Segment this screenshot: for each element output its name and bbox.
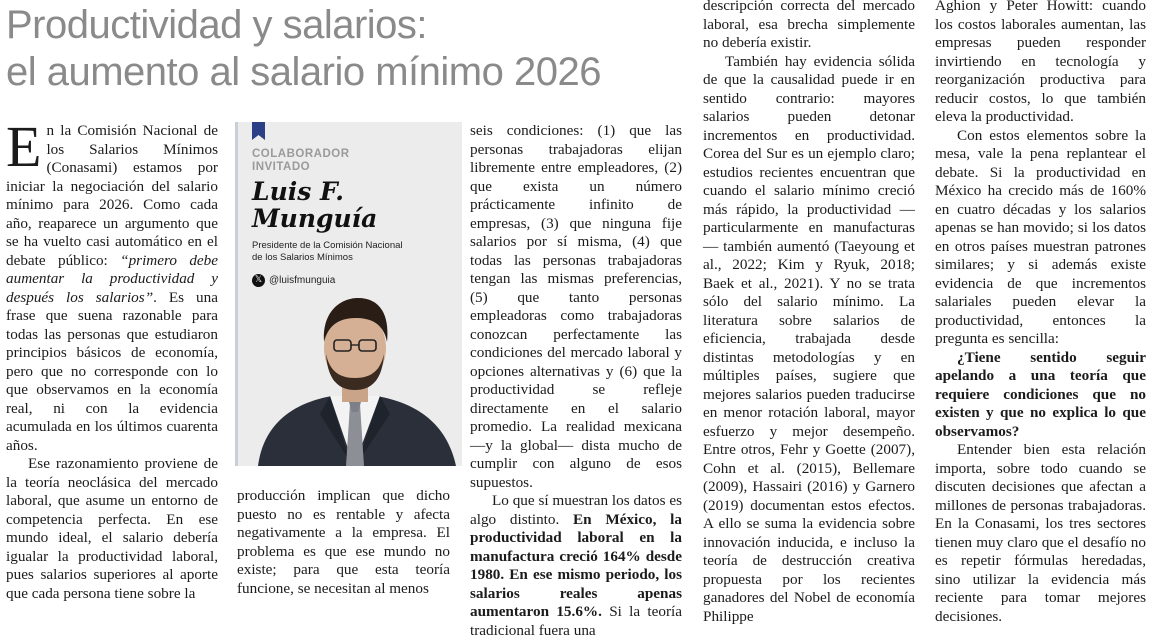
paragraph: En la Comisión Nacional de los Salarios Mínimos (Conasami) estamos por iniciar la negociación del salario mínimo para 2026. Como cada año, reaparece un argumento que se ha vuelto casi automático en el debate público: “primero debe aumentar la productividad y después los salarios”. Es una frase que suena razonable para todas las personas que estudiaron principios básicos de economía, pero que no corresponde con lo que observamos en la economía real, ni con la evidencia acumulada en los últimos cuarenta años. — [6, 114, 218, 454]
paragraph: Con estos elementos sobre la mesa, vale la pena replantear el debate. Si la productividad en México ha crecido más de 160% en cuatro décadas y los salarios apenas se han movido; si los datos en otros países muestran patrones similares; y si además existe evidencia de que incrementos salariales pueden elevar la productividad, entonces la pregunta es sencilla: — [935, 126, 1146, 347]
bookmark-icon — [252, 122, 265, 140]
column-5 — [935, 0, 1146, 626]
social-handle[interactable] — [252, 274, 335, 287]
column-3 — [470, 122, 682, 640]
highlighted-statement: En México, la productividad laboral en la manufactura creció 164% desde 1980. En ese mismo periodo, los salarios reales apenas aumentaron 15.6%. — [470, 510, 682, 620]
headline-line-2: el aumento al salario mínimo 2026 — [6, 50, 601, 94]
paragraph: producción implican que dicho puesto no es rentable y afecta negativamente a la empresa. El problema es que ese mundo no existe; para que esta teoría funcione, se necesitan al menos — [237, 487, 450, 597]
x-logo-icon: 𝕏 — [252, 274, 265, 287]
paragraph: Entender bien esta relación importa, sobre todo cuando se discuten decisiones que afectan a millones de personas trabajadoras. En la Conasami, los tres sectores tienen muy claro que el desafío no es repetir fórmulas heredadas, sino utilizar la evidencia más reciente para tomar mejores decisiones. — [935, 441, 1146, 625]
social-handle-text: @luisfmunguia — [269, 275, 336, 286]
author-box — [235, 122, 462, 466]
drop-cap: E — [6, 114, 42, 179]
column-2 — [237, 487, 450, 598]
author-name: Luis F. Munguía — [252, 177, 378, 233]
paragraph: Ese razonamiento proviene de la teoría neoclásica del mercado laboral, que asume un entorno de competencia perfecta. En ese mundo ideal, el salario debería igualar la productividad laboral, pues salarios superiores al aporte que cada persona tiene sobre la — [6, 455, 218, 602]
paragraph: seis condiciones: (1) que las personas trabajadoras elijan libremente entre empleadores, (2) que exista un número prácticamente infinito de empresas, (3) que ninguna fije salarios por sí misma, (4) que todas las personas trabajadoras tengan las mismas preferencias, (5) que tanto personas empleadoras como trabajadoras conozcan perfectamente las condiciones del mercado laboral y opciones alternativas y (6) que la productividad se refleje directamente en el salario promedio. La realidad mexicana —y la global— dista mucho de cumplir con alguno de esos supuestos. — [470, 122, 682, 491]
quoted-phrase: “primero debe aumentar la productividad y después los salarios” — [6, 251, 218, 306]
author-role: Presidente de la Comisión Nacional de los Salarios Mínimos — [252, 240, 403, 263]
headline — [6, 2, 696, 96]
column-1 — [6, 114, 218, 603]
paragraph: Aghion y Peter Howitt: cuando los costos laborales aumentan, las empresas pueden responder invirtiendo en tecnología y reorganización productiva para reducir costos, lo que también eleva la productividad. — [935, 0, 1146, 125]
paragraph: descripción correcta del mercado laboral, esa brecha simplemente no debería existir. — [703, 0, 915, 51]
column-4 — [703, 0, 915, 626]
key-question: ¿Tiene sentido seguir apelando a una teoría que requiere condiciones que no existen y que no explica lo que observamos? — [935, 348, 1146, 440]
paragraph: También hay evidencia sólida de que la causalidad puede ir en sentido contrario: mayores salarios pueden detonar incrementos en productividad. Corea del Sur es un ejemplo claro; estudios recientes encuentran que cuando el salario mínimo creció más rápido, la productividad —particularmente en manufacturas— también aumentó (Taeyoung et al., 2022; Kim y Ryuk, 2018; Baek et al., 2021). Y no se trata sólo del salario mínimo. La literatura sobre salarios de eficiencia, trabajada desde distintas metodologías y en múltiples países, sugiere que mejores salarios pueden traducirse en menor rotación laboral, mayor esfuerzo y mejor desempeño. Entre otros, Fehr y Goette (2007), Cohn et al. (2015), Bellemare (2009), Hassairi (2016) y Garnero (2019) documentan estos efectos. A ello se suma la evidencia sobre innovación inducida, e incluso la teoría de destrucción creativa propuesta por los recientes ganadores del Nobel de economía Philippe — [703, 52, 915, 625]
headline-line-1: Productividad y salarios: — [6, 3, 428, 47]
paragraph: Lo que sí muestran los datos es algo distinto. En México, la productividad laboral en la manufactura creció 164% desde 1980. En ese mismo periodo, los salarios reales apenas aumentaron 15.6%. Si la teoría tradicional fuera una — [470, 492, 682, 639]
contributor-tag: COLABORADOR INVITADO — [252, 148, 350, 173]
author-portrait — [246, 292, 462, 466]
